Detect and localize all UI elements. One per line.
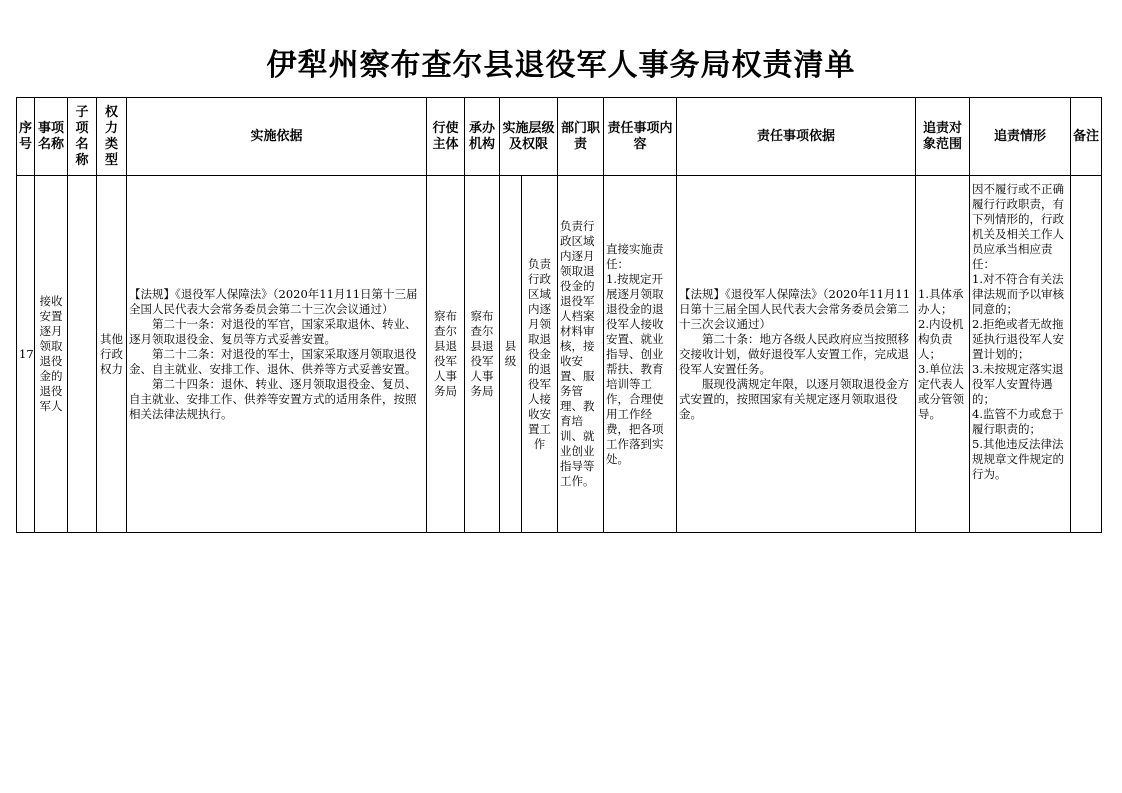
header-item-name: 事项名称: [35, 98, 68, 176]
header-remark: 备注: [1071, 98, 1102, 176]
table-header-row: [17, 98, 1102, 176]
cell-remark: [1071, 176, 1102, 533]
basis-law-title: 【法规】《退役军人保障法》（2020年11月11日第十三届全国人民代表大会常务委员会第二十三次会议通过）: [129, 286, 418, 316]
cell-organizer: 察布查尔县退役军人事务局: [465, 176, 500, 533]
table-row: [17, 176, 1102, 533]
cell-subitem-name: [68, 176, 97, 533]
cell-resp-content: 直接实施责任： 1.按规定开展逐月领取退役金的退役军人接收安置、就业指导、创业帮扶、教育培训等工作，合理使用工作经费，把各项工作落到实处。: [604, 176, 677, 533]
cell-level-authority: 负责行政区域内逐月领取退役金的退役军人接收安置工作: [522, 176, 558, 533]
cell-scope: 1.具体承办人； 2.内设机构负责人； 3.单位法定代表人或分管领导。: [916, 176, 970, 533]
cell-item-name: 接收安置逐月领取退役金的退役军人: [35, 176, 68, 533]
cell-level: 县级: [500, 176, 522, 533]
header-subject: 行使主体: [427, 98, 465, 176]
header-level: 实施层级及权限: [500, 98, 558, 176]
cell-dept-duty: 负责行政区域内逐月领取退役金的退役军人档案材料审核，接收安置、服务管理、教育培训、就业创业指导等工作。: [558, 176, 604, 533]
header-subitem-name: 子项名称: [68, 98, 97, 176]
header-resp-content: 责任事项内容: [604, 98, 677, 176]
header-dept-duty: 部门职责: [558, 98, 604, 176]
header-resp-basis: 责任事项依据: [677, 98, 916, 176]
cell-basis: [127, 176, 427, 533]
page-title: 伊犁州察布查尔县退役军人事务局权责清单: [266, 48, 856, 83]
responsibility-table: [16, 97, 1102, 533]
cell-situation: 因不履行或不正确履行行政职责，有下列情形的，行政机关及相关工作人员应承当相应责任： 1.对不符合有关法律法规而予以审核同意的； 2.拒绝或者无故拖延执行退役军人安置计划的； 3.未按规定落实退役军人安置待遇的； 4.监管不力或怠于履行职责的； 5.其他违反法律法规规章文件规定的行为。: [970, 176, 1071, 533]
header-organizer: 承办机构: [465, 98, 500, 176]
basis-article-24: 第二十四条：退休、转业、逐月领取退役金、复员、自主就业、安排工作、供养等安置方式的适用条件，按照相关法律法规执行。: [129, 376, 417, 421]
resp-basis-article-20: 第二十条：地方各级人民政府应当按照移交接收计划，做好退役军人安置工作，完成退役军人安置任务。: [679, 331, 910, 376]
resp-basis-law-title: 【法规】《退役军人保障法》（2020年11月11日第十三届全国人民代表大会常务委员会第二十三次会议通过）: [679, 286, 911, 331]
header-seq: 序号: [17, 98, 35, 176]
header-power-type: 权力类型: [97, 98, 127, 176]
basis-article-22: 第二十二条：对退役的军士，国家采取逐月领取退役金、自主就业、安排工作、退休、供养等方式妥善安置。: [129, 346, 417, 376]
header-scope: 追责对象范围: [916, 98, 970, 176]
resp-basis-retirement: 服现役满规定年限，以逐月领取退役金方式安置的，按照国家有关规定逐月领取退役金。: [679, 376, 910, 421]
cell-subject: 察布查尔县退役军人事务局: [427, 176, 465, 533]
header-situation: 追责情形: [970, 98, 1071, 176]
cell-resp-basis: [677, 176, 916, 533]
cell-power-type: 其他行政权力: [97, 176, 127, 533]
basis-article-21: 第二十一条：对退役的军官，国家采取退休、转业、逐月领取退役金、复员等方式妥善安置。: [129, 316, 417, 346]
header-basis: 实施依据: [127, 98, 427, 176]
cell-seq: 17: [17, 176, 35, 533]
